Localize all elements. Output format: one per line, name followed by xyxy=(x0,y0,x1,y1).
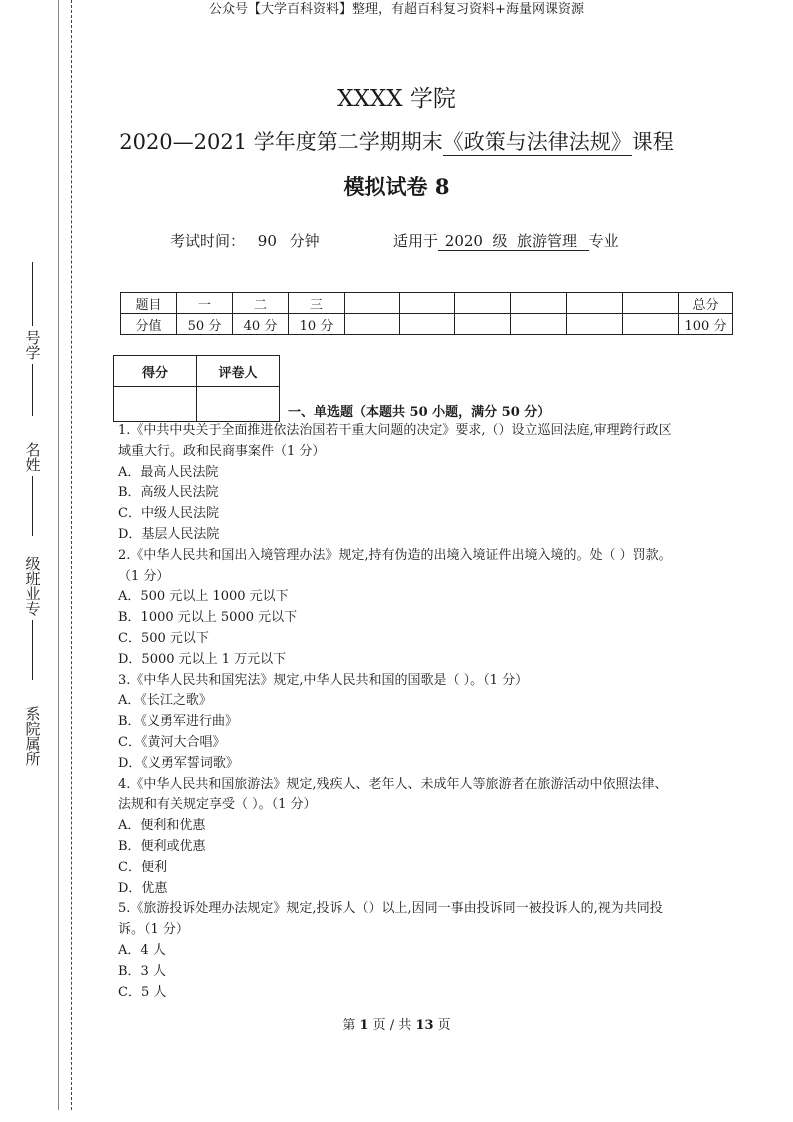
school-title: XXXX 学院 xyxy=(337,86,456,112)
option-line: D．基层人民法院 xyxy=(118,526,220,542)
question-list xyxy=(118,421,678,1003)
table-cell: 三 xyxy=(289,293,345,314)
footer-prefix: 第 xyxy=(342,1018,360,1033)
option-line: A．500 元以上 1000 元以下 xyxy=(118,589,289,605)
binding-label: 名姓 xyxy=(23,442,42,472)
table-cell: 50 分 xyxy=(177,314,233,335)
question-line: 4.《中华人民共和国旅游法》规定,残疾人、老年人、未成年人等旅游者在旅游活动中依照法律、法规和有关规定享受（ ）。（1 分） xyxy=(118,776,668,813)
table-cell xyxy=(345,314,400,335)
binding-margin-line xyxy=(58,0,59,1110)
option-line: D．5000 元以上 1 万元以下 xyxy=(118,651,287,667)
current-page: 1 xyxy=(359,1018,369,1033)
table-cell xyxy=(455,314,511,335)
page-footer xyxy=(0,1014,793,1033)
header-note: 公众号【大学百科资料】整理，有超百科复习资料+海量网课资源 xyxy=(209,2,584,17)
table-cell xyxy=(567,314,623,335)
option-line: D．优惠 xyxy=(118,880,168,896)
table-cell: 40 分 xyxy=(233,314,289,335)
score-entry-cell[interactable] xyxy=(114,387,197,422)
exam-title: 模拟试卷 8 xyxy=(343,174,450,199)
question-line: 5.《旅游投诉处理办法规定》规定,投诉人（）以上,因同一事由投诉同一被投诉人的,视为共同投诉。（1 分） xyxy=(118,901,663,938)
score-table xyxy=(120,292,733,335)
exam-applicable xyxy=(393,230,619,251)
footer-mid: 页 / 共 xyxy=(368,1018,416,1033)
binding-field-class xyxy=(18,552,46,680)
binding-label: 级班业专 xyxy=(23,556,42,616)
question-line: 2.《中华人民共和国出入境管理办法》规定,持有伪造的出境入境证件出境入境的。处（ ）罚款。（1 分） xyxy=(118,547,672,584)
footer-suffix: 页 xyxy=(433,1018,451,1033)
table-cell: 100 分 xyxy=(679,314,733,335)
table-cell: 一 xyxy=(177,293,233,314)
option-line: A．4 人 xyxy=(118,942,166,958)
option-line: C．5 人 xyxy=(118,984,167,1000)
binding-label: 号学 xyxy=(23,330,42,360)
score-table-row xyxy=(121,293,733,314)
option-line: C．《黄河大合唱》 xyxy=(118,734,226,750)
score-table-row xyxy=(121,314,733,335)
term-suffix: 课程 xyxy=(631,130,674,154)
option-line: A．《长江之歌》 xyxy=(118,693,212,709)
exam-time xyxy=(170,230,320,251)
course-name: 《政策与法律法规》 xyxy=(442,130,632,154)
table-cell: 总分 xyxy=(679,293,733,314)
exam-time-value: 90 xyxy=(257,232,277,250)
score-label: 得分 xyxy=(114,356,197,387)
exam-for-value: 2020 级 旅游管理 xyxy=(440,232,587,250)
grader-entry-cell[interactable] xyxy=(197,387,280,422)
table-cell xyxy=(455,293,511,314)
option-line: B．高级人民法院 xyxy=(118,485,219,501)
table-cell xyxy=(567,293,623,314)
option-line: C．便利 xyxy=(118,859,167,875)
term-prefix: 2020—2021 学年度第二学期期末 xyxy=(119,130,443,154)
table-cell: 分值 xyxy=(121,314,177,335)
course-title xyxy=(0,126,793,156)
binding-dash-line xyxy=(71,0,72,1110)
binding-field-name xyxy=(18,438,46,536)
binding-label: 系院属所 xyxy=(23,706,42,766)
exam-for-suffix: 专业 xyxy=(588,232,619,250)
table-cell xyxy=(345,293,400,314)
option-line: B．便利或优惠 xyxy=(118,838,206,854)
grader-label: 评卷人 xyxy=(197,356,280,387)
option-line: C．中级人民法院 xyxy=(118,506,219,522)
table-cell xyxy=(400,293,455,314)
option-line: B．3 人 xyxy=(118,963,166,979)
grader-blank-row xyxy=(114,387,280,422)
table-cell: 二 xyxy=(233,293,289,314)
table-cell xyxy=(400,314,455,335)
option-line: A．最高人民法院 xyxy=(118,464,219,480)
question-line: 3.《中华人民共和国宪法》规定,中华人民共和国的国歌是（ ）。（1 分） xyxy=(118,672,529,688)
grader-header-row xyxy=(114,356,280,387)
table-cell xyxy=(511,293,567,314)
section-title: 一、单选题（本题共 50 小题，满分 50 分） xyxy=(288,405,551,420)
question-line: 1.《中共中央关于全面推进依法治国若干重大问题的决定》要求,（）设立巡回法庭,审理跨行政区域重大行。政和民商事案件（1 分） xyxy=(118,423,672,459)
option-line: D．《义勇军誓词歌》 xyxy=(118,755,239,771)
binding-field-department xyxy=(18,702,46,770)
table-cell: 题目 xyxy=(121,293,177,314)
exam-time-unit: 分钟 xyxy=(289,232,320,250)
table-cell xyxy=(623,314,679,335)
table-cell xyxy=(623,293,679,314)
exam-time-label: 考试时间： xyxy=(170,232,246,250)
grader-table xyxy=(113,355,280,422)
option-line: C．500 元以下 xyxy=(118,630,209,646)
option-line: B．《义勇军进行曲》 xyxy=(118,714,239,730)
binding-field-student-id xyxy=(18,262,46,416)
exam-for-label: 适用于 xyxy=(393,232,439,250)
option-line: B．1000 元以上 5000 元以下 xyxy=(118,610,298,626)
option-line: A．便利和优惠 xyxy=(118,818,206,834)
table-cell: 10 分 xyxy=(289,314,345,335)
total-pages: 13 xyxy=(415,1018,434,1033)
table-cell xyxy=(511,314,567,335)
